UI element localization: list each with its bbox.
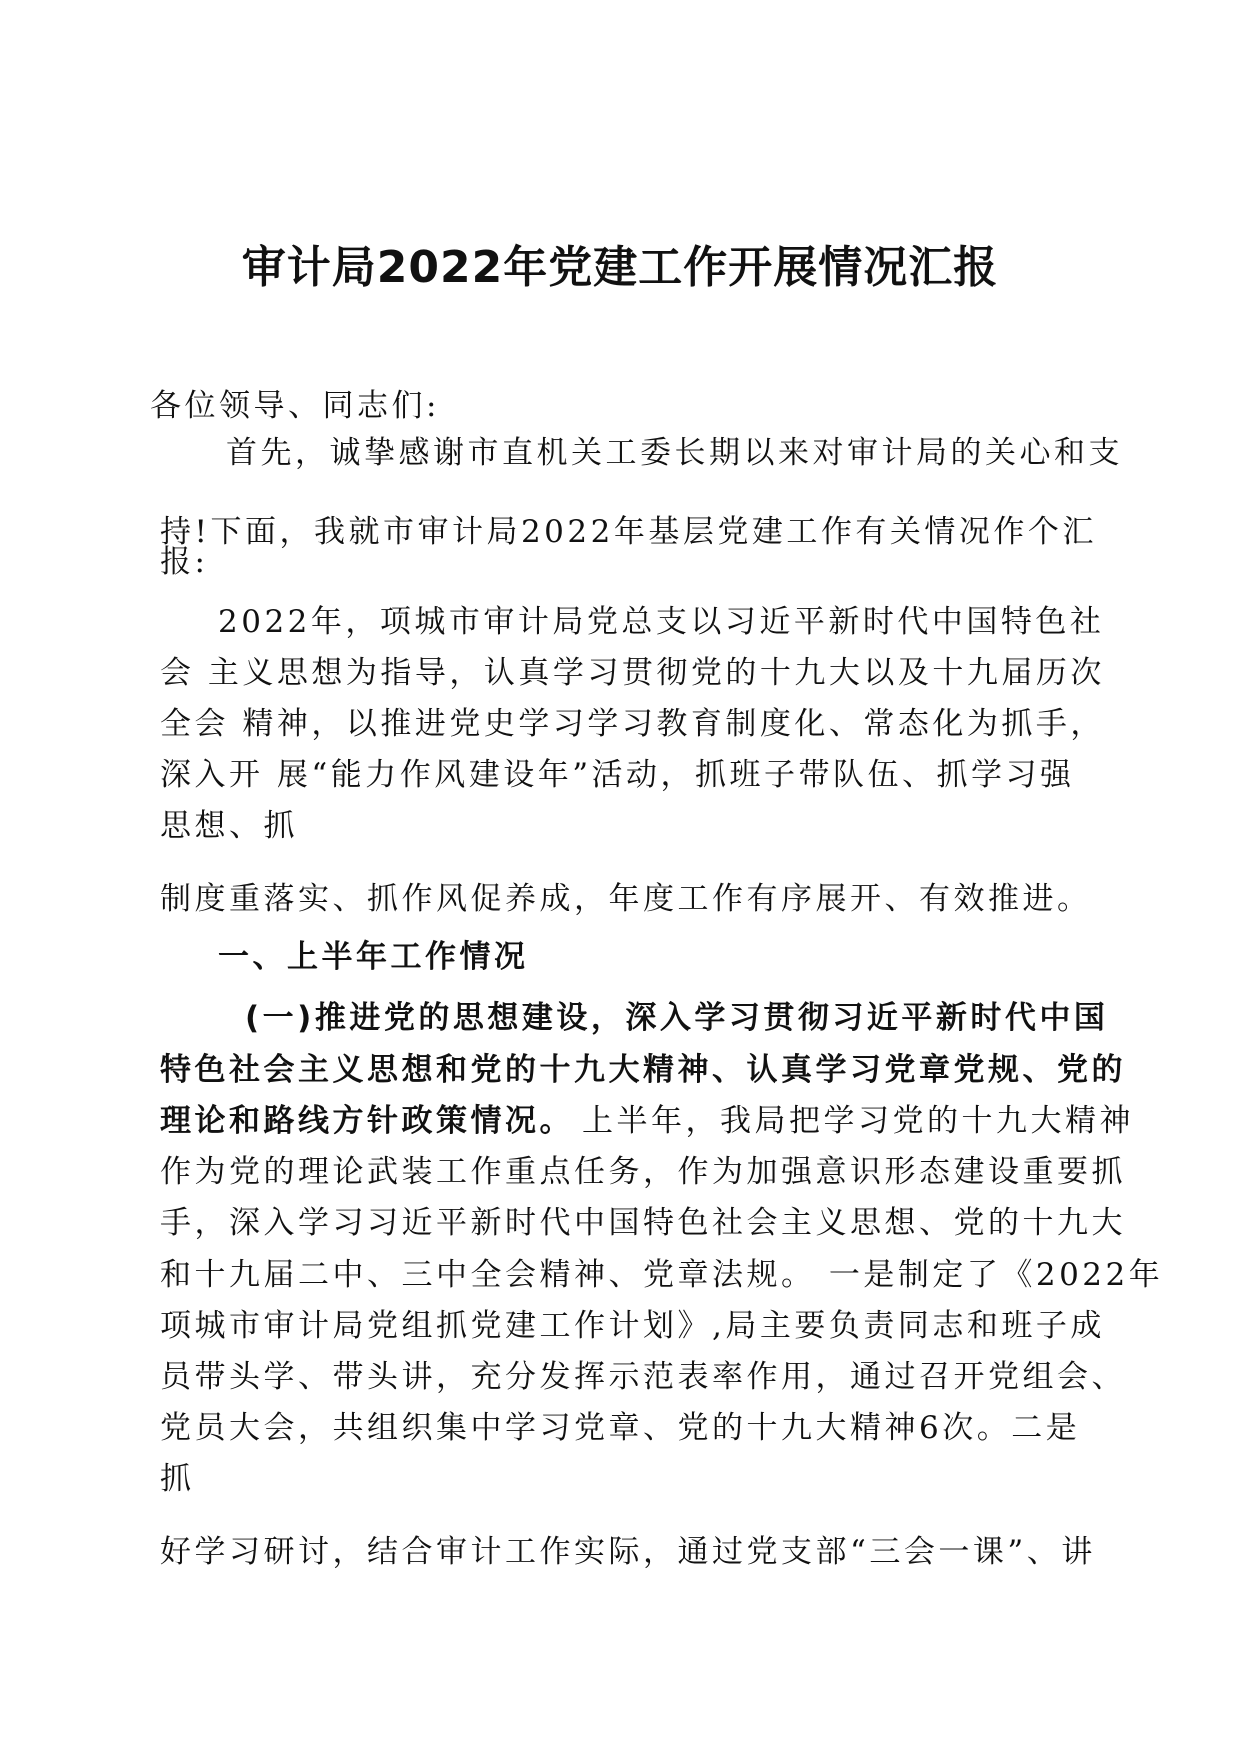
paragraph-line: 思想、抓 (160, 808, 298, 844)
paragraph-line: 持!下面，我就市审计局2022年基层党建工作有关情况作个汇 (160, 514, 1097, 550)
paragraph-line: 好学习研讨，结合审计工作实际，通过党支部“三会一课”、讲 (160, 1534, 1096, 1570)
paragraph-line: 作为党的理论武装工作重点任务，作为加强意识形态建设重要抓 (160, 1154, 1126, 1190)
paragraph-line: 全会 精神，以推进党史学习学习教育制度化、常态化为抓手， (160, 706, 1105, 742)
subheading-line: 特色社会主义思想和党的十九大精神、认真学习党章党规、党的 (160, 1052, 1126, 1088)
subheading-line: 理论和路线方针政策情况。 (160, 1103, 574, 1139)
paragraph-line: 深入开 展“能力作风建设年”活动，抓班子带队伍、抓学习强 (160, 757, 1075, 793)
paragraph-line: 首先，诚挚感谢市直机关工委长期以来对审计局的关心和支 (226, 435, 1123, 471)
paragraph-line: 和十九届二中、三中全会精神、党章法规。 一是制定了《2022年 (160, 1257, 1164, 1293)
section-heading: 一、上半年工作情况 (218, 939, 529, 975)
paragraph-line: 党员大会，共组织集中学习党章、党的十九大精神6次。二是 (160, 1410, 1081, 1446)
document-title: 审计局2022年党建工作开展情况汇报 (241, 242, 999, 293)
paragraph-line: 2022年，项城市审计局党总支以习近平新时代中国特色社 (218, 604, 1105, 640)
subheading-line: (一)推进党的思想建设，深入学习贯彻习近平新时代中国 (245, 1000, 1109, 1036)
paragraph-line: 抓 (160, 1461, 195, 1497)
paragraph-line: 手，深入学习习近平新时代中国特色社会主义思想、党的十九大 (160, 1205, 1126, 1241)
mixed-line (160, 1101, 1134, 1141)
paragraph-line: 上半年，我局把学习党的十九大精神 (582, 1103, 1134, 1139)
paragraph-line: 报: (160, 544, 209, 580)
salutation: 各位领导、同志们: (150, 388, 440, 424)
paragraph-line: 会 主义思想为指导，认真学习贯彻党的十九大以及十九届历次 (160, 655, 1105, 691)
paragraph-line: 项城市审计局党组抓党建工作计划》,局主要负责同志和班子成 (160, 1308, 1105, 1344)
paragraph-line: 员带头学、带头讲，充分发挥示范表率作用，通过召开党组会、 (160, 1359, 1126, 1395)
paragraph-line: 制度重落实、抓作风促养成，年度工作有序展开、有效推进。 (160, 881, 1092, 917)
